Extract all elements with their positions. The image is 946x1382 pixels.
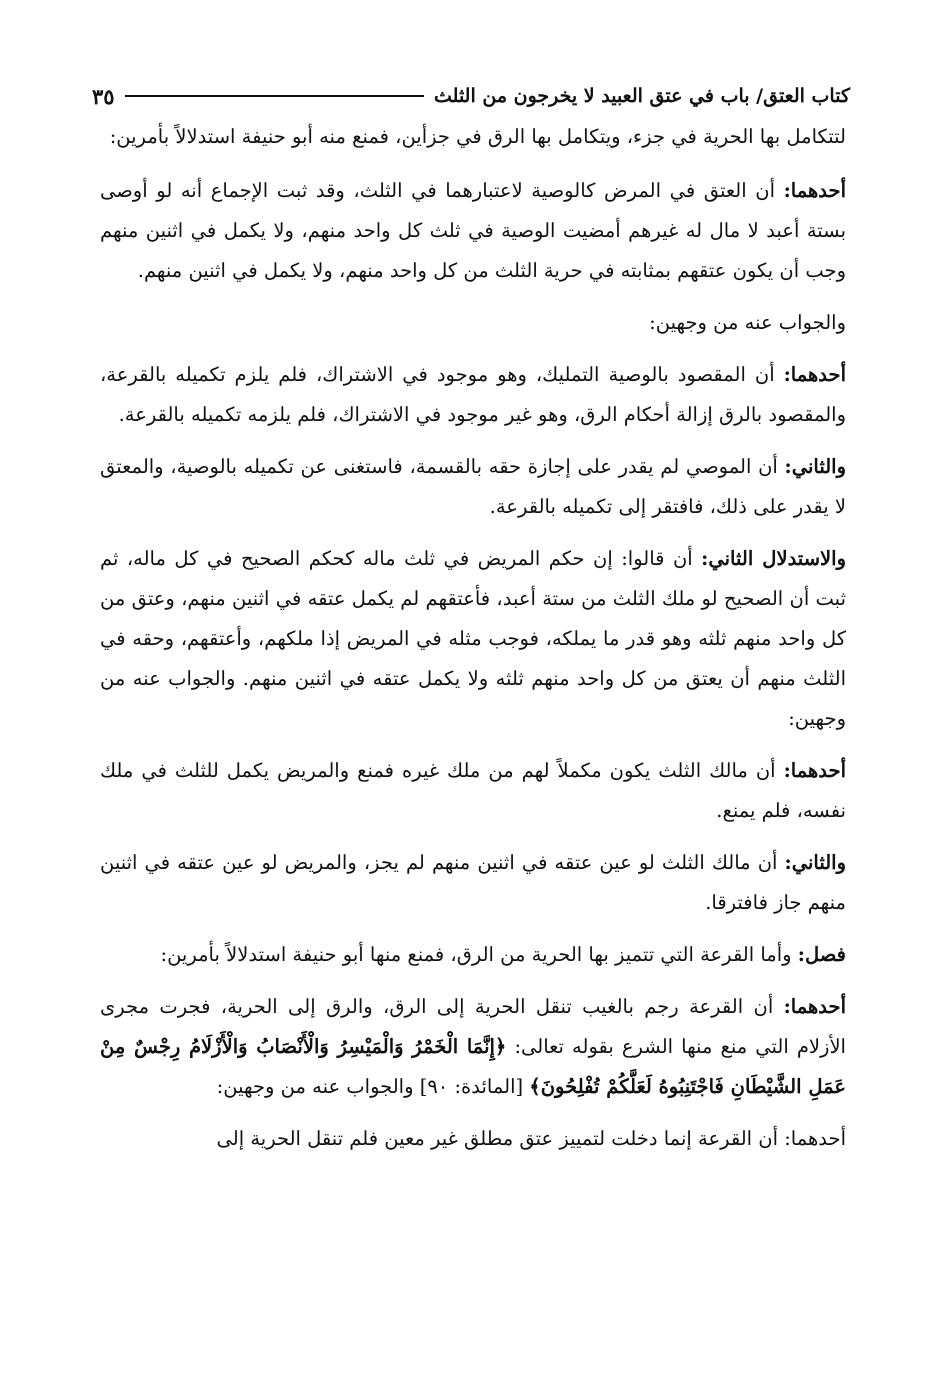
- paragraph: [100, 171, 846, 291]
- page-body: [100, 117, 846, 1171]
- header-title: كتاب العتق/ باب في عتق العبيد لا يخرجون من الثلث: [434, 85, 850, 107]
- paragraph-lead: والاستدلال الثاني:: [701, 547, 846, 570]
- paragraph: [100, 303, 846, 343]
- paragraph-lead: فصل:: [797, 943, 846, 966]
- paragraph: [100, 539, 846, 739]
- header-rule: [125, 95, 424, 97]
- paragraph-text: أن القرعة رجم بالغيب تنقل الحرية إلى الرق، والرق إلى الحرية، فجرت مجرى الأزلام التي منع منها الشرع بقوله تعالى:: [100, 995, 846, 1058]
- page-number: ٣٥: [92, 83, 115, 109]
- paragraph-text: أن قالوا: إن حكم المريض في ثلث ماله كحكم الصحيح في كل ماله، ثم ثبت أن الصحيح لو ملك الثلث من ستة أعبد، فأعتقهم لم يكمل عتقه في اثنين منهم، وعتق من كل واحد منهم ثلثه وهو قدر ما يملكه، فوجب مثله في المريض إذا ملكهم، وأعتقهم، وحقه في الثلث منهم أن يعتق من كل واحد منهم ثلثه ولا يكمل عتقه في اثنين منهم. والجواب عنه من وجهين:: [100, 547, 846, 730]
- paragraph-text: لتتكامل بها الحرية في جزء، ويتكامل بها الرق في جزأين، فمنع منه أبو حنيفة استدلالاً بأمرين:: [109, 125, 846, 148]
- running-header: [92, 78, 850, 114]
- paragraph-text: أن مالك الثلث يكون مكملاً لهم من ملك غيره فمنع والمريض يكمل للثلث في ملك نفسه، فلم يمنع.: [100, 759, 846, 822]
- paragraph-lead: والثاني:: [784, 851, 846, 874]
- paragraph: [100, 987, 846, 1107]
- paragraph-lead: أحدهما:: [783, 363, 846, 386]
- paragraph-text: وأما القرعة التي تتميز بها الحرية من الرق، فمنع منها أبو حنيفة استدلالاً بأمرين:: [160, 943, 798, 966]
- paragraph: [100, 447, 846, 527]
- paragraph-text: أن العتق في المرض كالوصية لاعتبارهما في الثلث، وقد ثبت الإجماع أنه لو أوصى بستة أعبد لا مال له غيرهم أمضيت الوصية في ثلث كل واحد منهم، ولا يكمل في اثنين منهم وجب أن يكون عتقهم بمثابته في حرية الثلث من كل واحد منهم، ولا يكمل في اثنين منهم.: [100, 179, 846, 282]
- paragraph-text: أحدهما: أن القرعة إنما دخلت لتمييز عتق مطلق غير معين فلم تنقل الحرية إلى: [216, 1127, 846, 1150]
- paragraph-text: أن مالك الثلث لو عين عتقه في اثنين منهم لم يجز، والمريض لو عين عتقه في اثنين منهم جاز فافترقا.: [100, 851, 846, 914]
- paragraph-lead: أحدهما:: [783, 179, 846, 202]
- paragraph: [100, 751, 846, 831]
- paragraph-text-after: [المائدة: ٩٠] والجواب عنه من وجهين:: [216, 1075, 530, 1098]
- paragraph-text: أن الموصي لم يقدر على إجازة حقه بالقسمة، فاستغنى عن تكميله بالوصية، والمعتق لا يقدر على ذلك، فافتقر إلى تكميله بالقرعة.: [100, 455, 846, 518]
- paragraph-lead: أحدهما:: [783, 995, 846, 1018]
- paragraph-text: أن المقصود بالوصية التمليك، وهو موجود في الاشتراك، فلم يلزم تكميله بالقرعة، والمقصود بالرق إزالة أحكام الرق، وهو غير موجود في الاشتراك، فلم يلزمه تكميله بالقرعة.: [100, 363, 846, 426]
- quran-verse: ﴿إِنَّمَا الْخَمْرُ وَالْمَيْسِرُ وَالْأَنْصَابُ وَالْأَزْلَامُ رِجْسٌ مِنْ عَمَلِ الشَّيْطَانِ فَاجْتَنِبُوهُ لَعَلَّكُمْ تُفْلِحُونَ﴾: [100, 1035, 846, 1098]
- paragraph-lead: أحدهما:: [783, 759, 846, 782]
- paragraph: [100, 355, 846, 435]
- paragraph-lead: والثاني:: [784, 455, 846, 478]
- paragraph-text: والجواب عنه من وجهين:: [649, 311, 846, 334]
- paragraph: [100, 1119, 846, 1159]
- paragraph: [100, 935, 846, 975]
- paragraph: [100, 843, 846, 923]
- paragraph: [100, 117, 846, 157]
